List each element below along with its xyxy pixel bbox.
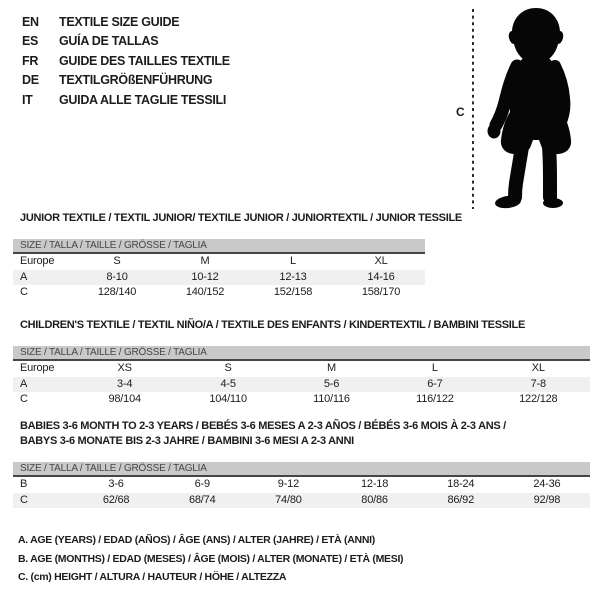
table-cell: 140/152 xyxy=(185,286,225,298)
table-cell: 6-7 xyxy=(427,377,443,390)
section-junior-textile xyxy=(13,211,462,301)
table-cell: 14-16 xyxy=(367,270,395,283)
table-cell: 152/158 xyxy=(273,286,313,298)
table-cell: 9-12 xyxy=(277,478,300,490)
section-title xyxy=(13,211,462,226)
row-label: C xyxy=(20,286,28,298)
table-row xyxy=(13,361,590,377)
language-row xyxy=(22,91,230,110)
size-header-bar: SIZE / TALLA / TAILLE / GRÖSSE / TAGLIA xyxy=(13,462,590,477)
junior-size-table xyxy=(13,239,425,301)
table-cell: 8-10 xyxy=(106,270,128,283)
table-cell: 98/104 xyxy=(108,393,141,405)
table-cell: 116/122 xyxy=(416,393,454,405)
language-row xyxy=(22,32,230,51)
table-cell: XS xyxy=(117,362,132,374)
language-row xyxy=(22,52,230,71)
section-childrens-textile xyxy=(13,318,590,408)
table-cell: M xyxy=(200,255,210,267)
size-header-bar: SIZE / TALLA / TAILLE / GRÖSSE / TAGLIA xyxy=(13,239,425,254)
table-cell: 18-24 xyxy=(447,478,475,490)
row-label: C xyxy=(20,493,28,506)
language-code: IT xyxy=(22,92,33,107)
row-label: B xyxy=(20,478,28,490)
table-cell: 74/80 xyxy=(275,493,302,506)
table-row xyxy=(13,392,590,408)
table-cell: 86/92 xyxy=(447,493,474,506)
legend-notes xyxy=(18,531,403,587)
row-label: A xyxy=(20,377,28,390)
row-label: C xyxy=(20,393,28,405)
size-header-bar: SIZE / TALLA / TAILLE / GRÖSSE / TAGLIA xyxy=(13,346,590,361)
table-row xyxy=(13,254,425,270)
section-title xyxy=(13,318,590,333)
legend-note-line: B. AGE (MONTHS) / EDAD (MESES) / ÂGE (MOIS) / ALTER (MONATE) / ETÀ (MESI) xyxy=(18,552,404,565)
table-row xyxy=(13,270,425,286)
language-code: ES xyxy=(22,34,39,49)
height-measure-label: C xyxy=(456,105,465,119)
table-cell: XL xyxy=(531,362,545,374)
table-row xyxy=(13,477,590,493)
baby-silhouette-icon xyxy=(481,6,591,210)
language-title-list xyxy=(22,13,230,110)
row-label: A xyxy=(20,270,28,283)
row-label: Europe xyxy=(20,255,55,267)
table-cell: 12-13 xyxy=(279,270,307,283)
legend-note-line: A. AGE (YEARS) / EDAD (AÑOS) / ÂGE (ANS) / ALTER (JAHRE) / ETÀ (ANNI) xyxy=(18,534,375,546)
language-code: FR xyxy=(22,53,39,68)
language-row xyxy=(22,71,230,90)
table-cell: 122/128 xyxy=(519,393,558,405)
language-title: GUÍA DE TALLAS xyxy=(59,34,159,49)
height-dashed-line xyxy=(470,7,476,211)
table-cell: 3-4 xyxy=(117,377,133,390)
children-size-table xyxy=(13,346,590,408)
table-row xyxy=(13,493,590,509)
section-babies-textile xyxy=(13,419,590,508)
table-cell: L xyxy=(290,255,296,267)
table-cell: 68/74 xyxy=(188,493,216,506)
table-cell: 24-36 xyxy=(533,478,561,490)
table-row xyxy=(13,377,590,393)
section-title xyxy=(13,419,590,449)
table-cell: 7-8 xyxy=(530,377,546,390)
table-cell: L xyxy=(431,362,438,374)
table-cell: M xyxy=(327,362,336,374)
table-cell: 110/116 xyxy=(313,393,350,405)
table-cell: 6-9 xyxy=(194,478,210,490)
table-cell: S xyxy=(224,362,232,374)
table-body xyxy=(13,477,590,508)
table-cell: 158/170 xyxy=(361,286,401,298)
babies-size-table xyxy=(13,462,590,508)
table-body xyxy=(13,361,590,408)
table-cell: XL xyxy=(374,255,388,267)
language-title: TEXTILE SIZE GUIDE xyxy=(59,15,180,29)
language-row xyxy=(22,13,230,32)
legend-note-line: C. (cm) HEIGHT / ALTURA / HAUTEUR / HÖHE / ALTEZZA xyxy=(18,571,287,584)
language-code: DE xyxy=(22,73,39,88)
section-title-line: BABYS 3-6 MONATE BIS 2-3 JAHRE / BAMBINI 3-6 MESI A 2-3 ANNI xyxy=(20,435,354,447)
section-title-line: BABIES 3-6 MONTH TO 2-3 YEARS / BEBÉS 3-6 MESES A 2-3 AÑOS / BÉBÉS 3-6 MOIS À 2-3 ANS / xyxy=(20,420,506,432)
section-title-line: CHILDREN'S TEXTILE / TEXTIL NIÑO/A / TEXTILE DES ENFANTS / KINDERTEXTIL / BAMBINI TESSILE xyxy=(20,319,525,331)
table-cell: 62/68 xyxy=(102,493,130,506)
language-title: TEXTILGRÖßENFÜHRUNG xyxy=(59,73,213,88)
table-cell: 10-12 xyxy=(191,270,219,283)
table-body xyxy=(13,254,425,301)
language-title: GUIDE DES TAILLES TEXTILE xyxy=(59,53,230,68)
table-cell: 128/140 xyxy=(97,286,137,298)
section-title-line: JUNIOR TEXTILE / TEXTIL JUNIOR/ TEXTILE JUNIOR / JUNIORTEXTIL / JUNIOR TESSILE xyxy=(20,212,462,224)
language-code: EN xyxy=(22,15,39,29)
table-cell: 12-18 xyxy=(361,478,389,490)
table-cell: 104/110 xyxy=(209,393,247,405)
table-cell: 80/86 xyxy=(361,493,388,506)
row-label: Europe xyxy=(20,362,55,374)
language-title: GUIDA ALLE TAGLIE TESSILI xyxy=(59,92,227,107)
table-cell: S xyxy=(113,255,121,267)
table-cell: 92/98 xyxy=(533,493,561,506)
table-row xyxy=(13,285,425,301)
table-cell: 4-5 xyxy=(220,377,236,390)
table-cell: 5-6 xyxy=(323,377,340,390)
table-cell: 3-6 xyxy=(108,478,124,490)
